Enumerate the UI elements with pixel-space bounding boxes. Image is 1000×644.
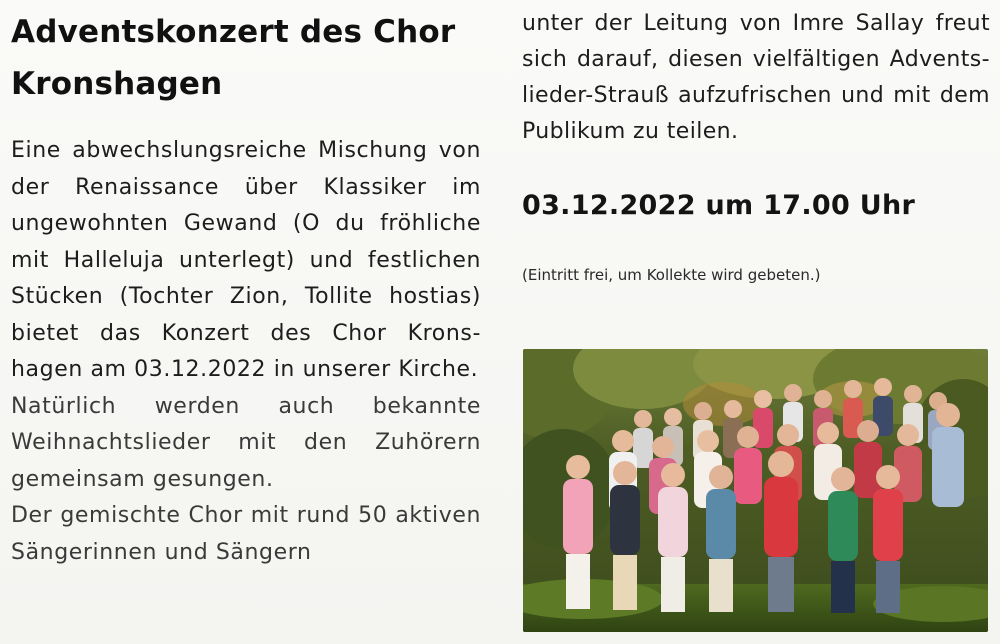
paragraph-choir: Der gemischte Chor mit rund 50 aktiven Sängerinnen und Sängern — [11, 503, 481, 565]
left-column — [11, 6, 481, 571]
paragraph-choir-continued: unter der Leitung von Imre Sallay freut sich darauf, diesen vielfältigen Advents-lieder-Strauß aufzufrischen und mit dem Publikum zu teilen. — [522, 11, 990, 144]
paragraph-program: Eine abwechslungsreiche Mischung von der Renaissance über Klassiker im ungewohnten Gewand (O du fröhliche mit Halleluja unterlegt) und festlichen Stücken (Tochter Zion, Tollite hostias) bietet das Konzert des Chor Krons-hagen am 03.12.2022 in unserer Kirche. — [11, 138, 481, 382]
right-column — [522, 6, 990, 150]
paragraph-carols: Natürlich werden auch bekannte Weihnachtslieder mit den Zuhörern gemeinsam gesungen. — [11, 393, 481, 492]
choir-group-photo — [523, 349, 988, 632]
admission-note: (Eintritt frei, um Kollekte wird gebeten.) — [522, 266, 821, 284]
concert-date-time: 03.12.2022 um 17.00 Uhr — [522, 190, 916, 221]
article-title: Adventskonzert des Chor Kronshagen — [11, 14, 456, 102]
